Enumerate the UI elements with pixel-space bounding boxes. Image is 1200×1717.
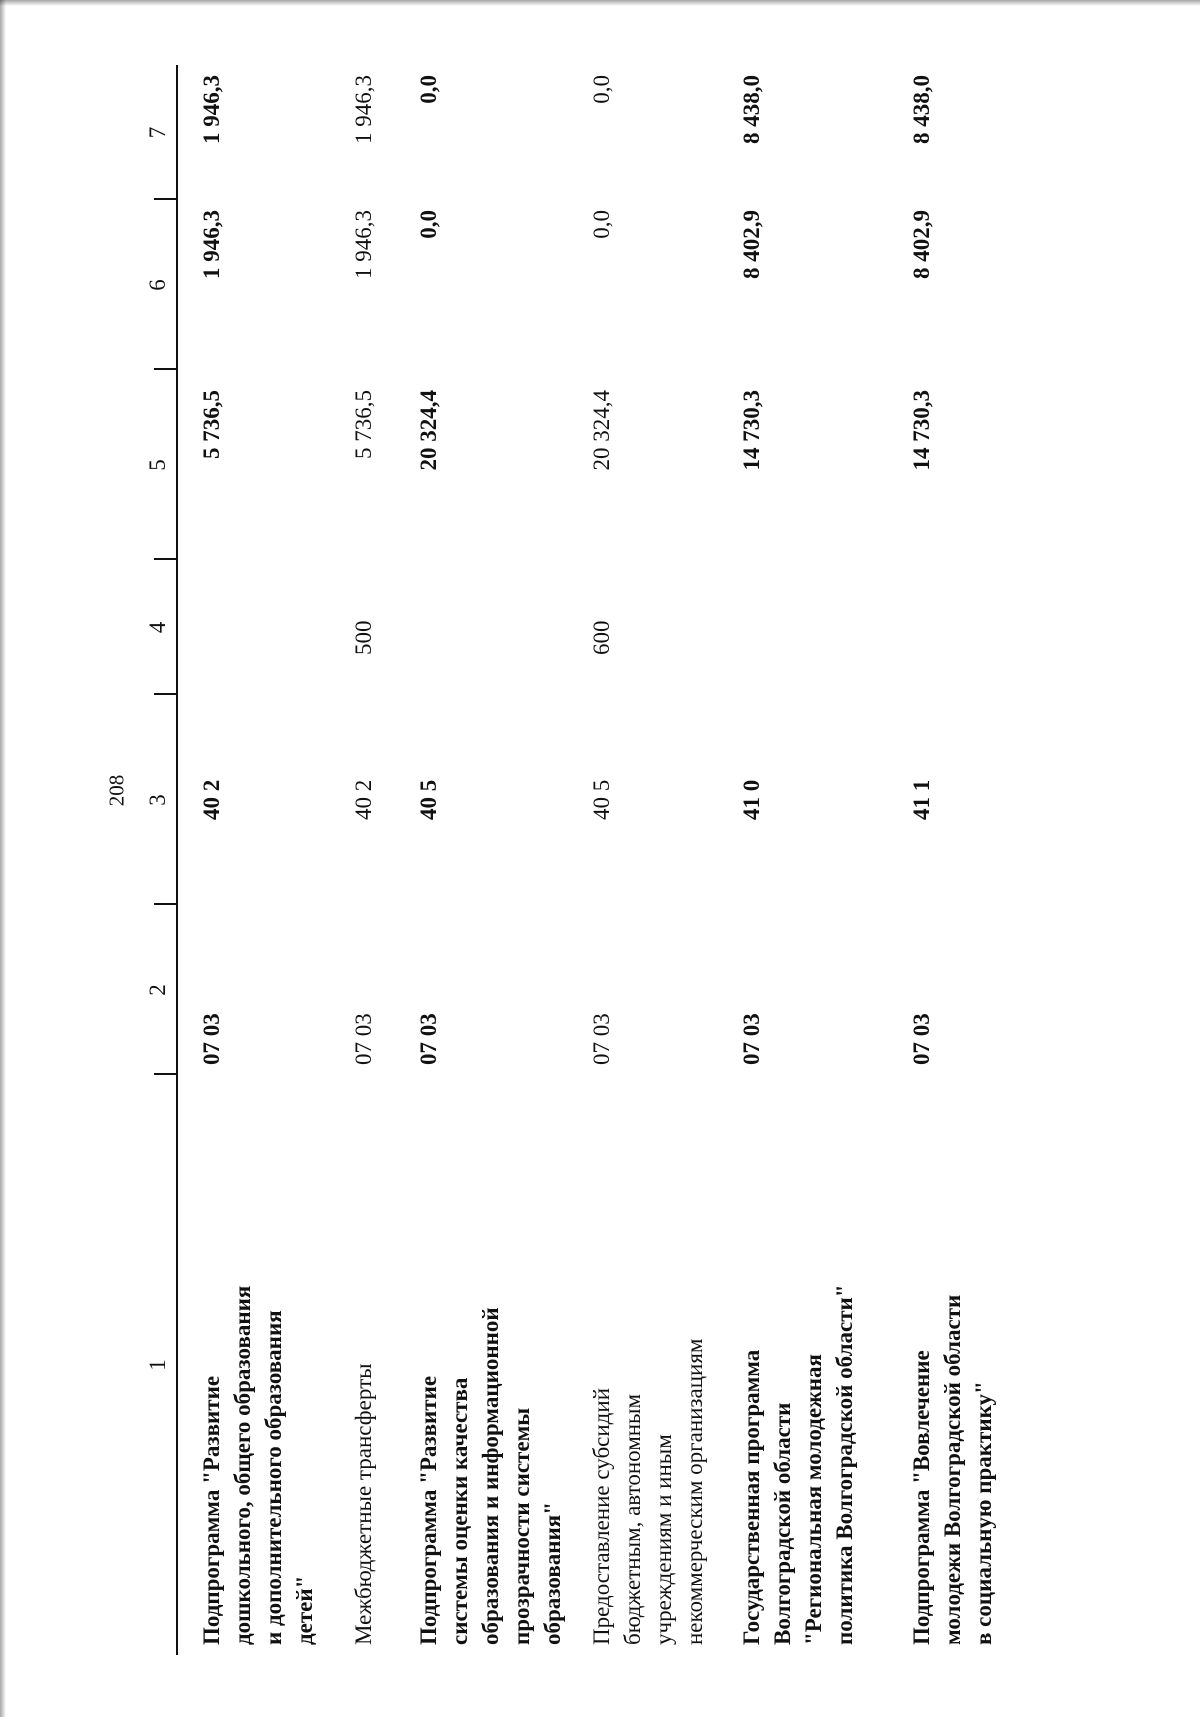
row-name-line: политика Волгоградской области" xyxy=(832,1284,857,1645)
scan-edge-left xyxy=(0,0,6,1717)
row-name-line: в социальную практику" xyxy=(971,1381,996,1645)
row-name-line: бюджетным, автономным xyxy=(620,1393,645,1645)
scan-edge-top xyxy=(0,0,1200,6)
row-name xyxy=(736,1175,860,1645)
cell-col-3: 41 0 xyxy=(739,779,764,820)
cell-col-6: 0,0 xyxy=(416,210,441,239)
cell-col-2: 07 03 xyxy=(589,1013,614,1065)
column-header-5: 5 xyxy=(145,459,170,471)
cell-col-5: 14 730,3 xyxy=(909,390,934,471)
cell-col-6: 8 402,9 xyxy=(909,210,934,279)
row-name-line: молодежи Волгоградской области xyxy=(940,1294,965,1645)
column-header-7: 7 xyxy=(145,126,170,139)
cell-col-6: 1 946,3 xyxy=(351,210,376,279)
row-name xyxy=(196,1175,320,1645)
row-name-line: Волгоградской области xyxy=(770,1402,795,1645)
cell-col-2: 07 03 xyxy=(739,1013,764,1065)
table-header-row xyxy=(138,65,178,1655)
cell-col-3: 40 2 xyxy=(199,779,224,820)
cell-col-7: 1 946,3 xyxy=(199,75,224,144)
cell-col-2: 07 03 xyxy=(199,1013,224,1065)
cell-col-5: 5 736,5 xyxy=(199,390,224,459)
row-name-line: Подпрограмма "Развитие xyxy=(416,1375,441,1645)
budget-table xyxy=(138,65,1018,1655)
row-name xyxy=(906,1175,999,1645)
column-header-3: 3 xyxy=(145,794,170,806)
row-name-line: некоммерческим организациям xyxy=(682,1338,707,1645)
cell-col-7: 8 438,0 xyxy=(739,75,764,144)
cell-col-2: 07 03 xyxy=(909,1013,934,1065)
cell-col-2: 07 03 xyxy=(416,1013,441,1065)
row-name xyxy=(413,1175,568,1645)
row-name-line: детей" xyxy=(292,1575,317,1645)
row-name-line: системы оценки качества xyxy=(447,1377,472,1645)
cell-col-4: 600 xyxy=(589,620,614,655)
row-name-line: "Региональная молодежная xyxy=(801,1354,826,1645)
row-name-line: Межбюджетные трансферты xyxy=(351,1363,376,1645)
cell-col-7: 0,0 xyxy=(416,75,441,104)
row-name-line: Подпрограмма "Вовлечение xyxy=(909,1350,934,1645)
row-name-line: прозрачности системы xyxy=(509,1407,534,1645)
cell-col-6: 1 946,3 xyxy=(199,210,224,279)
column-header-6: 6 xyxy=(145,279,170,291)
row-name-line: Государственная программа xyxy=(739,1349,764,1645)
cell-col-5: 14 730,3 xyxy=(739,390,764,471)
cell-col-4: 500 xyxy=(351,620,376,655)
cell-col-2: 07 03 xyxy=(351,1013,376,1065)
row-name-line: образования и информационной xyxy=(478,1307,503,1645)
row-name-line: учреждениям и иным xyxy=(651,1434,676,1645)
column-header-4: 4 xyxy=(145,621,170,634)
cell-col-3: 40 5 xyxy=(589,779,614,820)
row-name-line: и дополнительного образования xyxy=(261,1310,286,1645)
header-rule xyxy=(176,65,178,1655)
cell-col-6: 8 402,9 xyxy=(739,210,764,279)
cell-col-5: 20 324,4 xyxy=(416,390,441,471)
cell-col-7: 8 438,0 xyxy=(909,75,934,144)
cell-col-5: 20 324,4 xyxy=(589,390,614,471)
row-name xyxy=(586,1175,710,1645)
row-name-line: образования" xyxy=(540,1502,565,1645)
row-name-line: Подпрограмма "Развитие xyxy=(199,1375,224,1645)
cell-col-3: 40 2 xyxy=(351,779,376,820)
column-header-2: 2 xyxy=(145,984,170,996)
cell-col-7: 1 946,3 xyxy=(351,75,376,144)
page-number: 208 xyxy=(104,774,129,807)
row-name-line: Предоставление субсидий xyxy=(589,1388,614,1645)
cell-col-3: 40 5 xyxy=(416,779,441,820)
cell-col-3: 41 1 xyxy=(909,779,934,820)
cell-col-7: 0,0 xyxy=(589,75,614,104)
cell-col-6: 0,0 xyxy=(589,210,614,239)
column-header-1: 1 xyxy=(145,1359,170,1371)
row-name xyxy=(348,1175,379,1645)
row-name-line: дошкольного, общего образования xyxy=(230,1285,255,1645)
cell-col-5: 5 736,5 xyxy=(351,390,376,459)
